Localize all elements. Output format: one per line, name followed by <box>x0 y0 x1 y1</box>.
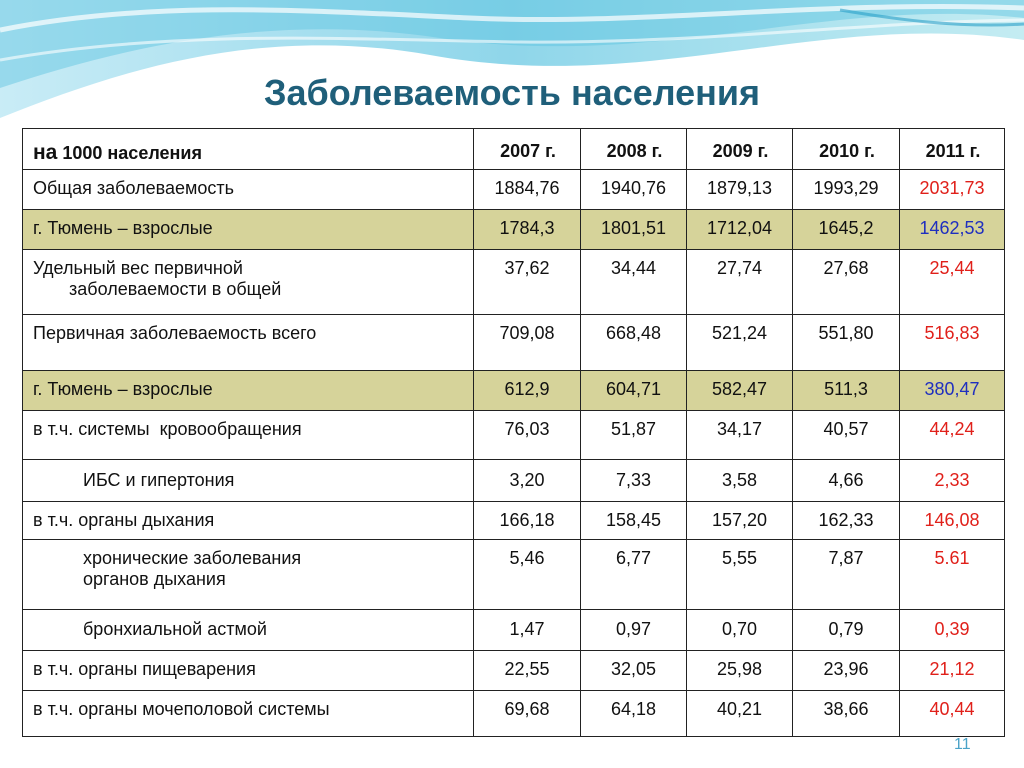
header-rest: 1000 населения <box>57 143 202 163</box>
header-label <box>23 129 474 170</box>
row-label <box>23 460 474 502</box>
cell-value: 511,3 <box>793 371 900 411</box>
cell-value: 40,57 <box>793 411 900 460</box>
cell-value: 51,87 <box>581 411 687 460</box>
cell-value: 23,96 <box>793 651 900 691</box>
cell-value: 157,20 <box>687 502 793 540</box>
cell-value: 40,21 <box>687 691 793 737</box>
cell-value-2011: 25,44 <box>900 250 1005 315</box>
header-year: 2010 г. <box>793 129 900 170</box>
cell-value: 1879,13 <box>687 170 793 210</box>
cell-value: 0,97 <box>581 610 687 651</box>
table-row-highlight <box>23 371 1005 411</box>
cell-value: 521,24 <box>687 315 793 371</box>
cell-value: 1784,3 <box>474 210 581 250</box>
row-label: Общая заболеваемость <box>23 170 474 210</box>
cell-value: 1993,29 <box>793 170 900 210</box>
cell-value: 612,9 <box>474 371 581 411</box>
cell-value: 1712,04 <box>687 210 793 250</box>
page-number: 11 <box>954 736 971 753</box>
header-prefix: на <box>33 141 58 164</box>
row-label: в т.ч. органы пищеварения <box>23 651 474 691</box>
cell-value: 166,18 <box>474 502 581 540</box>
cell-value-2011: 5.61 <box>900 540 1005 610</box>
header-year: 2011 г. <box>900 129 1005 170</box>
cell-value-2011: 380,47 <box>900 371 1005 411</box>
table-header-row <box>23 129 1005 170</box>
row-label: Первичная заболеваемость всего <box>23 315 474 371</box>
cell-value: 0,79 <box>793 610 900 651</box>
row-label-line: Удельный вес первичной <box>33 258 243 278</box>
table-row <box>23 315 1005 371</box>
cell-value: 1645,2 <box>793 210 900 250</box>
header-year: 2009 г. <box>687 129 793 170</box>
row-label-line: органов дыхания <box>83 569 226 589</box>
cell-value-2011: 0,39 <box>900 610 1005 651</box>
cell-value-2011: 146,08 <box>900 502 1005 540</box>
cell-value: 5,46 <box>474 540 581 610</box>
cell-value: 582,47 <box>687 371 793 411</box>
morbidity-table <box>22 128 1005 737</box>
row-label: в т.ч. системы кровообращения <box>23 411 474 460</box>
cell-value: 1,47 <box>474 610 581 651</box>
cell-value-2011: 44,24 <box>900 411 1005 460</box>
header-year: 2007 г. <box>474 129 581 170</box>
cell-value: 1801,51 <box>581 210 687 250</box>
cell-value-2011: 2031,73 <box>900 170 1005 210</box>
row-label-text: ИБС и гипертония <box>83 470 235 490</box>
row-label: в т.ч. органы дыхания <box>23 502 474 540</box>
cell-value: 34,17 <box>687 411 793 460</box>
cell-value-2011: 516,83 <box>900 315 1005 371</box>
cell-value: 1940,76 <box>581 170 687 210</box>
cell-value: 27,74 <box>687 250 793 315</box>
cell-value: 709,08 <box>474 315 581 371</box>
row-label: в т.ч. органы мочеполовой системы <box>23 691 474 737</box>
cell-value: 38,66 <box>793 691 900 737</box>
table-row <box>23 460 1005 502</box>
row-label-line: хронические заболевания <box>83 548 302 568</box>
cell-value-2011: 1462,53 <box>900 210 1005 250</box>
row-label <box>23 610 474 651</box>
row-label: г. Тюмень – взрослые <box>23 371 474 411</box>
cell-value: 0,70 <box>687 610 793 651</box>
table-row <box>23 170 1005 210</box>
cell-value: 64,18 <box>581 691 687 737</box>
table-row <box>23 502 1005 540</box>
table-row <box>23 691 1005 737</box>
cell-value: 22,55 <box>474 651 581 691</box>
cell-value-2011: 2,33 <box>900 460 1005 502</box>
table-row <box>23 411 1005 460</box>
cell-value: 69,68 <box>474 691 581 737</box>
cell-value: 551,80 <box>793 315 900 371</box>
header-year: 2008 г. <box>581 129 687 170</box>
cell-value-2011: 21,12 <box>900 651 1005 691</box>
cell-value: 3,20 <box>474 460 581 502</box>
cell-value-2011: 40,44 <box>900 691 1005 737</box>
cell-value: 668,48 <box>581 315 687 371</box>
row-label: г. Тюмень – взрослые <box>23 210 474 250</box>
table-row <box>23 250 1005 315</box>
cell-value: 158,45 <box>581 502 687 540</box>
cell-value: 1884,76 <box>474 170 581 210</box>
row-label-text: бронхиальной астмой <box>83 619 267 639</box>
cell-value: 76,03 <box>474 411 581 460</box>
row-label-line: заболеваемости в общей <box>69 279 282 299</box>
cell-value: 6,77 <box>581 540 687 610</box>
cell-value: 27,68 <box>793 250 900 315</box>
row-label <box>23 250 474 315</box>
row-label <box>23 540 474 610</box>
cell-value: 37,62 <box>474 250 581 315</box>
cell-value: 7,33 <box>581 460 687 502</box>
page-title: Заболеваемость населения <box>263 72 761 113</box>
cell-value: 25,98 <box>687 651 793 691</box>
table-row <box>23 651 1005 691</box>
cell-value: 34,44 <box>581 250 687 315</box>
cell-value: 32,05 <box>581 651 687 691</box>
table-row <box>23 610 1005 651</box>
cell-value: 604,71 <box>581 371 687 411</box>
cell-value: 7,87 <box>793 540 900 610</box>
cell-value: 3,58 <box>687 460 793 502</box>
cell-value: 162,33 <box>793 502 900 540</box>
cell-value: 5,55 <box>687 540 793 610</box>
table-row <box>23 540 1005 610</box>
cell-value: 4,66 <box>793 460 900 502</box>
table-row-highlight <box>23 210 1005 250</box>
